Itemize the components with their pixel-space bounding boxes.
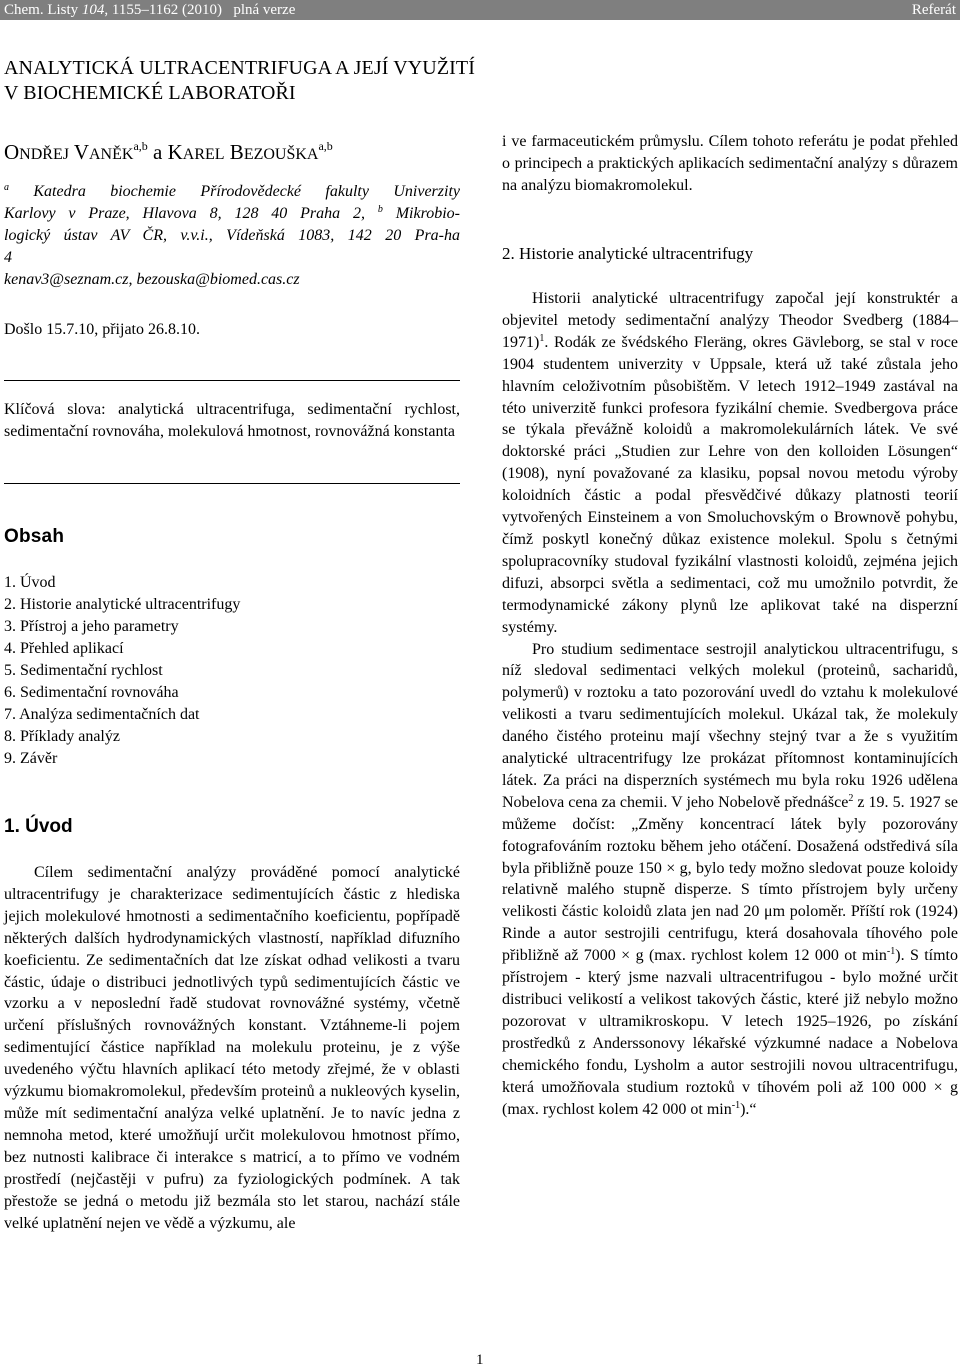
affiliation-line-1: $^a$ Katedra biochemie Přírodovědecké fakulty Univerzity [4, 182, 460, 200]
title-line-1: ANALYTICKÁ ULTRACENTRIFUGA A JEJÍ VYUŽITÍ [4, 57, 475, 79]
history-paragraph-2: Pro studium sedimentace sestrojil analytickou ultracentrifugu, s níž sledoval sedimentaci velkých molekul (proteinů, sacharidů, polymerů) v roztoku a tato pozorování uvedl do vztahu k molekulové velikosti a tvaru sedimentujících molekul. Ukázal tak, že molekuly daného čistého proteinu mají všechny stejný tvar a že s využitím analytické ultracentrifugy lze prokázat přítomnost kontaminujících látek. Za práci na disperzních systémech mu byla roku 1926 udělena Nobelova cena za chemii. V jeho Nobelově přednášce$^2$ z 19. 5. 1927 se můžeme dočíst: „Změny koncentrací látek byly pozorovány fotografováním roztoku během jeho otáčení. Dosažená odstředivá síla byla přibližně pouze 150 × g, bylo tedy možno sledovat pouze koloidy relativně malého stupně disperze. S tímto přístrojem byly určeny velikosti částic koloidů zlata jen nad 20 μm poloměr. Příští rok (1924) Rinde a autor sestrojili centrifugu, která dosahovala tíhového pole přibližně až 7000 × g (max. rychlost kolem 12 000 ot $\min^{-1}$). S tímto přístrojem - který jsme nazvali ultracentrifugou - bylo možné určit distribuci velikostí a velikost takových částic, které již nebylo možno pozorovat v ultramikroskopu. V letech 1925–1926, po získání prostředků z Anderssonovy lékařské výzkumné nadace a Nobelova chemického fondu, Lysholm a autor sestrojili novou ultracentrifugu, která umožňovala studium roztoků v tíhovém poli až 100 000 × g (max. rychlost kolem 42 000 ot $\min^{-1}).“$ [502, 640, 959, 1118]
toc-item: 4. Přehled aplikací [4, 640, 124, 657]
intro-paragraph-continued: i ve farmaceutickém průmyslu. Cílem tohoto referátu je podat přehled o principech a praktických aplikacích sedimentační analýzy s důrazem na analýzu biomakromolekul. [502, 133, 958, 194]
toc-item: 7. Analýza sedimentačních dat [4, 706, 200, 723]
author-list [4, 138, 333, 169]
section-heading-intro: 1. Úvod [4, 816, 73, 837]
affiliation-line-3: logický ústav AV ČR, v.v.i., Vídeňská 1083, 142 20 Pra-ha [4, 227, 460, 244]
intro-paragraph: Cílem sedimentační analýzy prováděné pomocí analytické ultracentrifugy je charakterizace sedimentujících částic z hlediska jejich molekulové hmotnosti a sedimentačního koeficientu, popřípadě některých dalších hydrodynamických vlastností, například difuzního koeficientu. Ze sedimentačních dat lze získat odhad velikosti a tvaru částic, údaje o distribuci jednotlivých typů sedimentujících částic ve vzorku a v neposlední řadě studovat rovnovážné systémy, včetně určení příslušných rovnovážných konstant. Vztáhneme-li pojem sedimentující částice například na molekulu proteinu, je z výše uvedeného výčtu hlavních aplikací této metody zřejmé, že v oblasti výzkumu biomakromolekul, především proteinů a nukleových kyselin, může mít sedimentační analýza velké uplatnění. Je to navíc jedna z nemnoha metod, které umožňují určit molekulovou hmotnost přímo, bez nutnosti kalibrace či interakce s matricí, a to přímo ve vodném prostředí (nejčastěji v pufru) za fyziologických podmínek. A tak přestože se jedná o metodu již bezmála sto let starou, nachází stále velké uplatnění nejen ve vědě a výzkumu, ale [4, 864, 460, 1232]
keywords: Klíčová slova: analytická ultracentrifuga, sedimentační rychlost, sedimentační rovnováha, molekulová hmotnost, rovnovážná konstanta [4, 401, 460, 440]
history-paragraph-1: Historii analytické ultracentrifugy započal její konstruktér a objevitel metody sedimentační analýzy Theodor Svedberg (1884–1971)$^1$. Rodák ze švédského Fleräng, okres Gävleborg, se stal v roce 1904 studentem univerzity v Uppsale, která už také zůstala jeho hlavním celoživotním působištěm. V letech 1912–1949 zastával na této univerzitě funkci profesora fyzikální chemie. Svedbergova práce se týkala převážně koloidů a makromolekulárních látek. Ve své doktorské práci „Studien zur Lehre von den kolloiden Lösungen“ (1908), nyní považované za klasiku, popsal novou metodu výroby koloidních částic a podal přesvědčivé důkazy platnosti teorií vytvořených Einsteinem a von Smoluchovským o Brownově pohybu, čímž poskytl konečný důkaz existence molekul. Spolu s četnými spolupracovníky studoval fyzikální vlastnosti koloidů, zejména jejich difuzi, absorpci světla a sedimentaci, což mu umožnilo potvrdit, že termodynamické zákony plynů lze aplikovat také na disperzní systémy. [502, 290, 958, 636]
keywords-bottom-rule [4, 483, 460, 484]
affiliation-line-4: 4 [4, 249, 12, 266]
intro-continued [502, 131, 958, 197]
author-1: ONDŘEJ VANĚK$^{a,b}$ [4, 139, 148, 164]
reference-1: 1 [539, 332, 545, 344]
toc-item: 8. Příklady analýz [4, 728, 120, 745]
toc-item: 5. Sedimentační rychlost [4, 662, 163, 679]
toc-item: 2. Historie analytické ultracentrifugy [4, 596, 241, 613]
contents-heading: Obsah [4, 526, 65, 547]
toc-item: 6. Sedimentační rovnováha [4, 684, 179, 701]
page-number: 1 [476, 1352, 484, 1368]
toc-item: 1. Úvod [4, 574, 56, 591]
affiliation-line-2: Karlovy v Praze, Hlavova 8, 128 40 Praha 2, $^b$ Mikrobio- [4, 204, 460, 222]
running-header [0, 0, 960, 20]
reference-2: 2 [848, 792, 854, 804]
history-body [502, 288, 958, 1120]
article-title [4, 56, 644, 106]
toc-item: 9. Závěr [4, 750, 58, 767]
author-emails: kenav3@seznam.cz, bezouska@biomed.cas.cz [4, 271, 300, 288]
toc-item: 3. Přístroj a jeho parametry [4, 618, 179, 635]
author-conjunction: a [147, 140, 168, 164]
journal-volume: 104 [81, 2, 105, 18]
journal-citation: Chem. Listy 104, 1155–1162 (2010) plná verze [4, 2, 296, 18]
affiliation [4, 181, 460, 291]
section-heading-history: 2. Historie analytické ultracentrifugy [502, 244, 754, 263]
title-line-2: V BIOCHEMICKÉ LABORATOŘI [4, 82, 296, 104]
table-of-contents [4, 572, 240, 770]
version-label: plná verze [222, 2, 296, 18]
section-label: Referát [911, 2, 956, 18]
received-dates: Došlo 15.7.10, přijato 26.8.10. [4, 321, 200, 338]
keywords-top-rule [4, 380, 460, 381]
intro-body [4, 862, 460, 1234]
author-2: KAREL BEZOUŠKA$^{a,b}$ [167, 139, 333, 164]
